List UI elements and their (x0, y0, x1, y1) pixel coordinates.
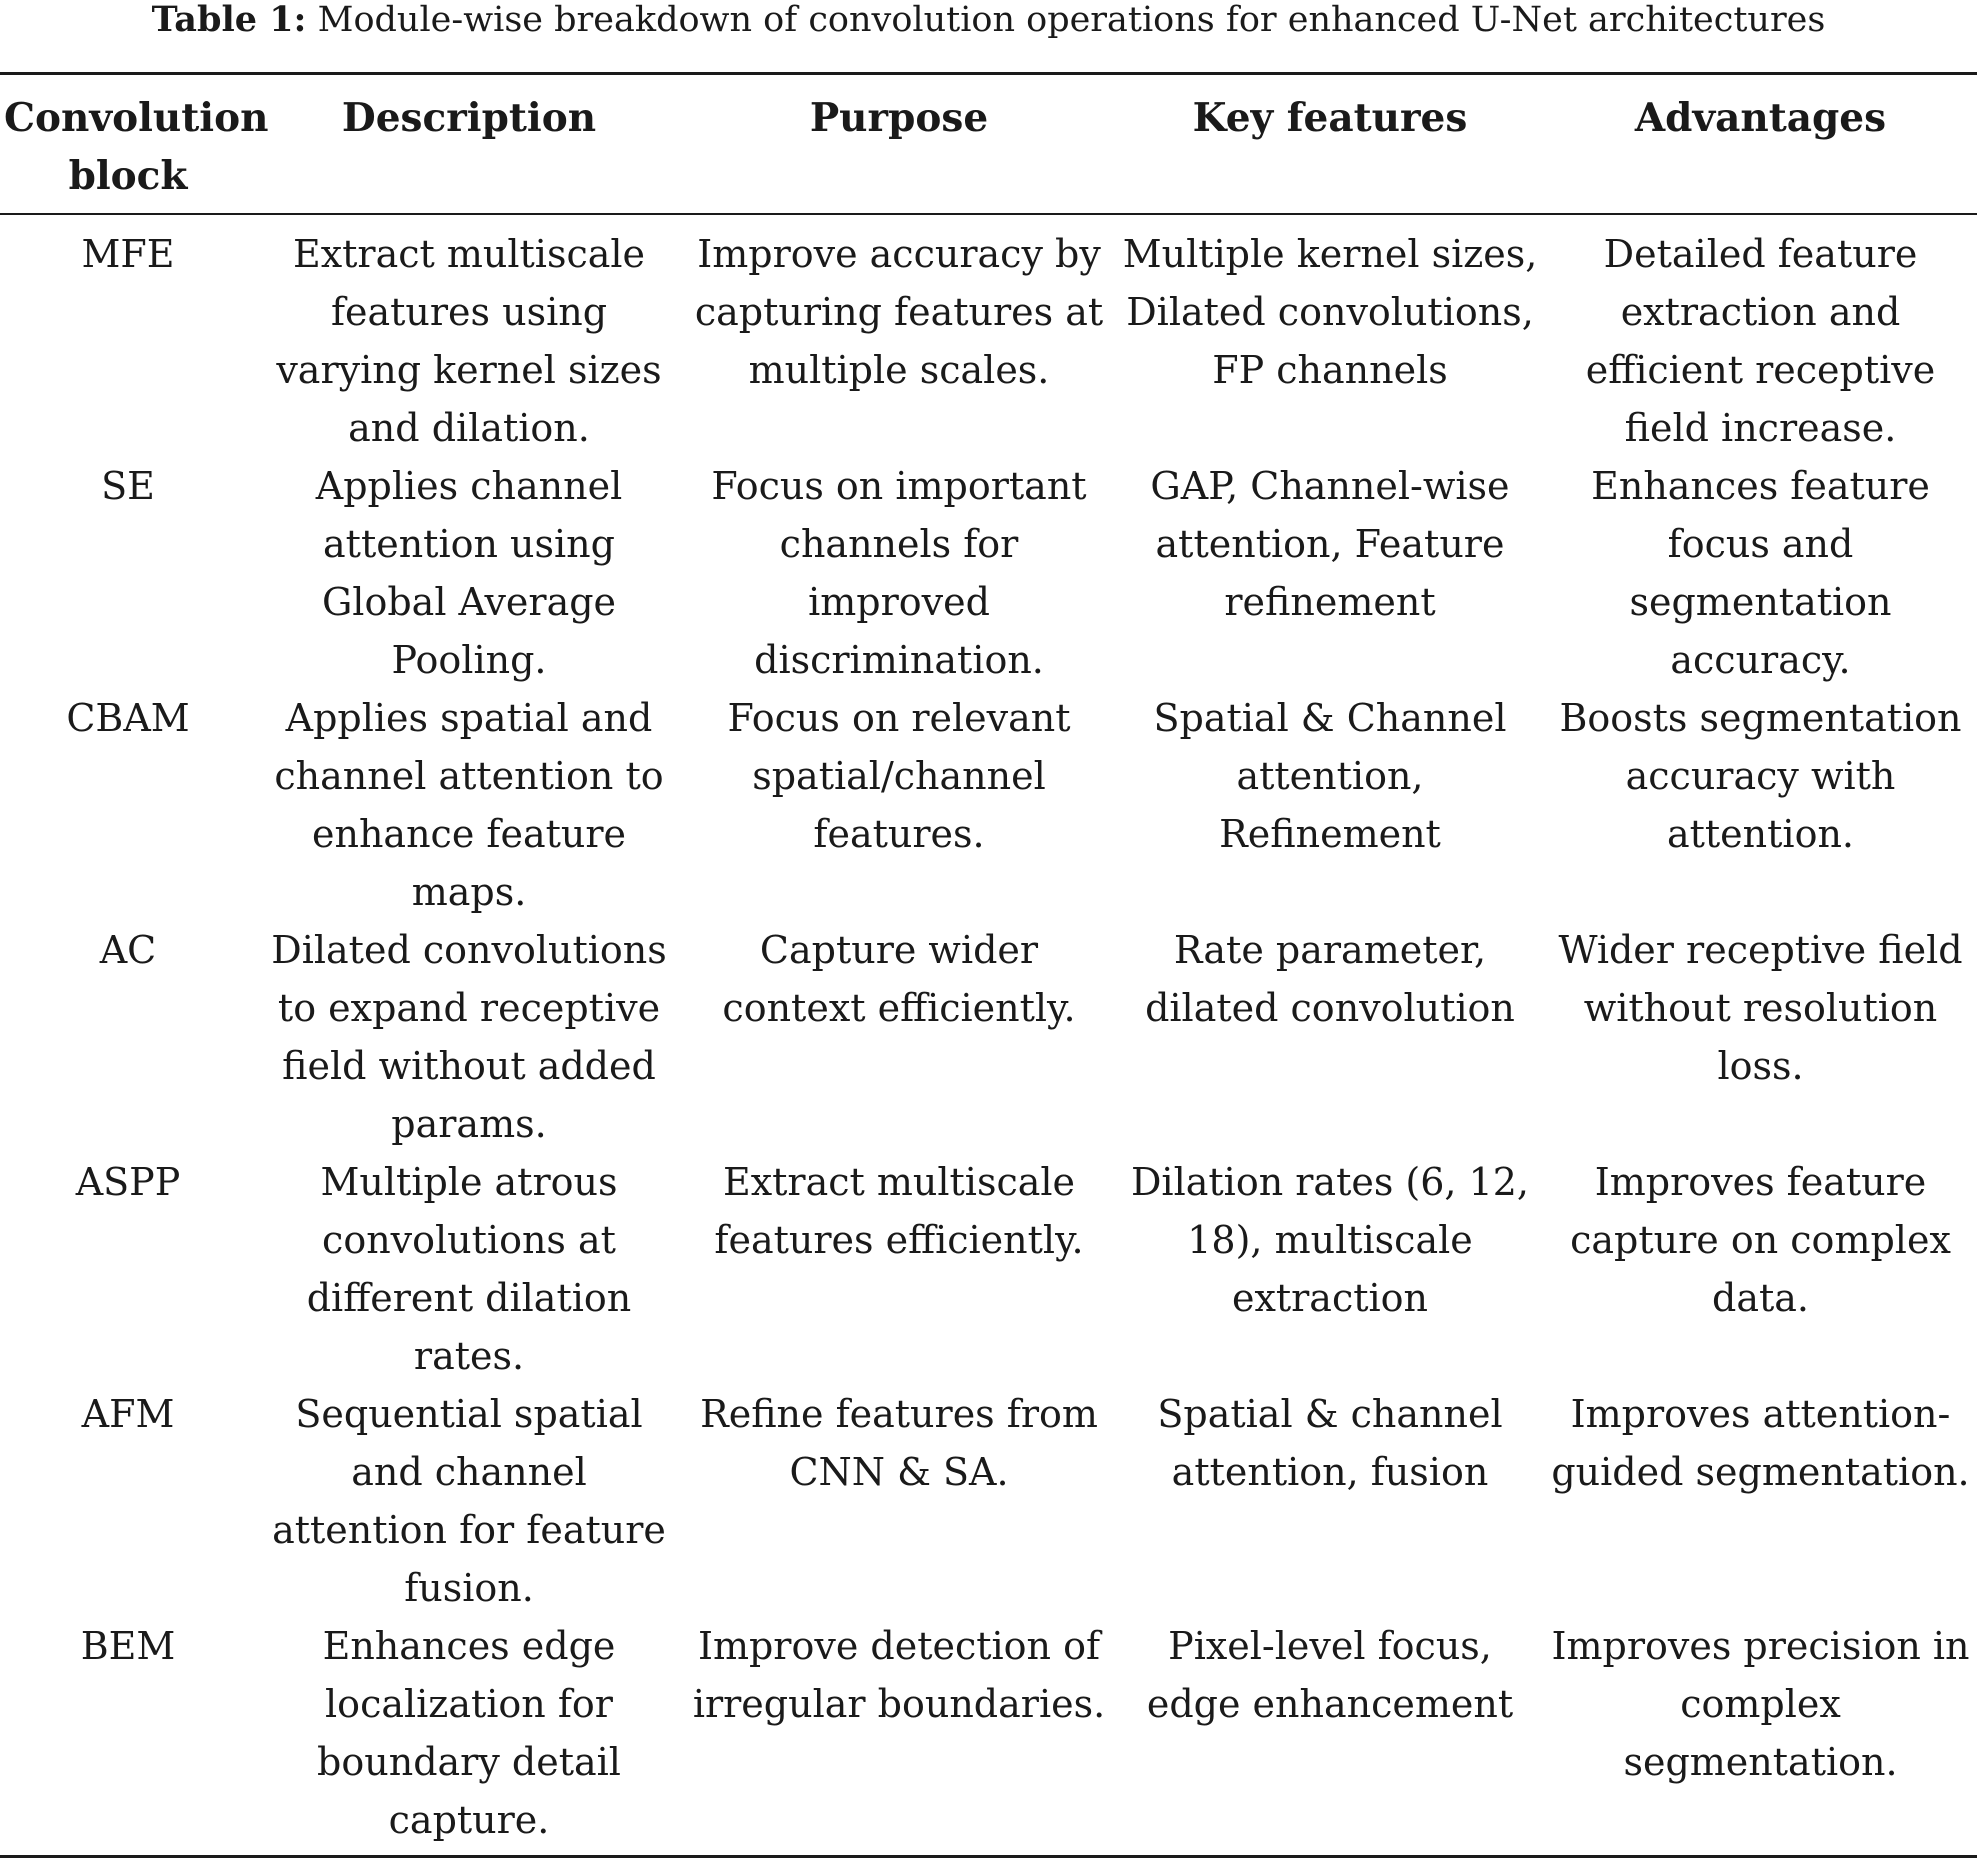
cell-description: Multiple atrous convolutions at different dilation rates. (306, 1160, 632, 1378)
cell-block: ASPP (75, 1160, 181, 1204)
cell-advantages: Improves feature capture on complex data. (1570, 1160, 1951, 1320)
cell-description: Applies channel attention using Global Average Pooling. (315, 464, 623, 682)
cell-block: BEM (80, 1624, 176, 1668)
cell-key-features: Pixel-level focus, edge enhancement (1146, 1624, 1514, 1726)
cell-key-features: Spatial & Channel attention, Refinement (1153, 696, 1507, 856)
table-row (0, 921, 1977, 1153)
table-row (0, 1617, 1977, 1857)
cell-advantages: Wider receptive field without resolution loss. (1558, 928, 1963, 1088)
header-description: Description (256, 74, 682, 215)
cell-purpose: Improve detection of irregular boundaries. (692, 1624, 1106, 1726)
cell-purpose: Refine features from CNN & SA. (700, 1392, 1098, 1494)
cell-description: Enhances edge localization for boundary detail capture. (317, 1624, 621, 1842)
cell-purpose: Focus on important channels for improved discrimination. (711, 464, 1087, 682)
cell-advantages: Improves attention-guided segmentation. (1551, 1392, 1970, 1494)
cell-description: Applies spatial and channel attention to enhance feature maps. (274, 696, 664, 914)
cell-advantages: Improves precision in complex segmentation. (1551, 1624, 1970, 1784)
cell-description: Extract multiscale features using varying kernel sizes and dilation. (276, 232, 662, 450)
cell-purpose: Extract multiscale features efficiently. (714, 1160, 1084, 1262)
cell-description: Sequential spatial and channel attention for feature fusion. (272, 1392, 666, 1610)
header-purpose: Purpose (682, 74, 1116, 215)
cell-purpose: Improve accuracy by capturing features at multiple scales. (694, 232, 1104, 392)
table-row (0, 1153, 1977, 1385)
cell-description: Dilated convolutions to expand receptive field without added params. (271, 928, 667, 1146)
cell-block: AFM (81, 1392, 175, 1436)
cell-purpose: Capture wider context efficiently. (722, 928, 1076, 1030)
cell-advantages: Enhances feature focus and segmentation accuracy. (1591, 464, 1930, 682)
cell-block: SE (101, 464, 155, 508)
cell-block: MFE (81, 232, 175, 276)
cell-block: AC (99, 928, 157, 972)
header-advantages: Advantages (1544, 74, 1977, 215)
table-row (0, 689, 1977, 921)
header-convolution-block: Convolution block (0, 74, 256, 215)
cell-key-features: Multiple kernel sizes, Dilated convolutions, FP channels (1122, 232, 1538, 392)
comparison-table (0, 72, 1977, 1858)
table-header-row (0, 74, 1977, 215)
cell-key-features: GAP, Channel-wise attention, Feature refinement (1150, 464, 1510, 624)
cell-block: CBAM (66, 696, 190, 740)
cell-key-features: Rate parameter, dilated convolution (1145, 928, 1515, 1030)
table-row (0, 1385, 1977, 1617)
cell-purpose: Focus on relevant spatial/channel features. (727, 696, 1071, 856)
cell-advantages: Boosts segmentation accuracy with attention. (1559, 696, 1962, 856)
table-row (0, 457, 1977, 689)
table-caption-text: Module-wise breakdown of convolution operations for enhanced U-Net architectures (306, 0, 1826, 40)
table-caption-label: Table 1: (151, 0, 307, 40)
cell-advantages: Detailed feature extraction and efficient receptive field increase. (1585, 232, 1936, 450)
cell-key-features: Dilation rates (6, 12, 18), multiscale extraction (1130, 1160, 1530, 1320)
cell-key-features: Spatial & channel attention, fusion (1157, 1392, 1503, 1494)
table-row (0, 214, 1977, 457)
header-key-features: Key features (1116, 74, 1544, 215)
table-caption (0, 0, 1977, 52)
